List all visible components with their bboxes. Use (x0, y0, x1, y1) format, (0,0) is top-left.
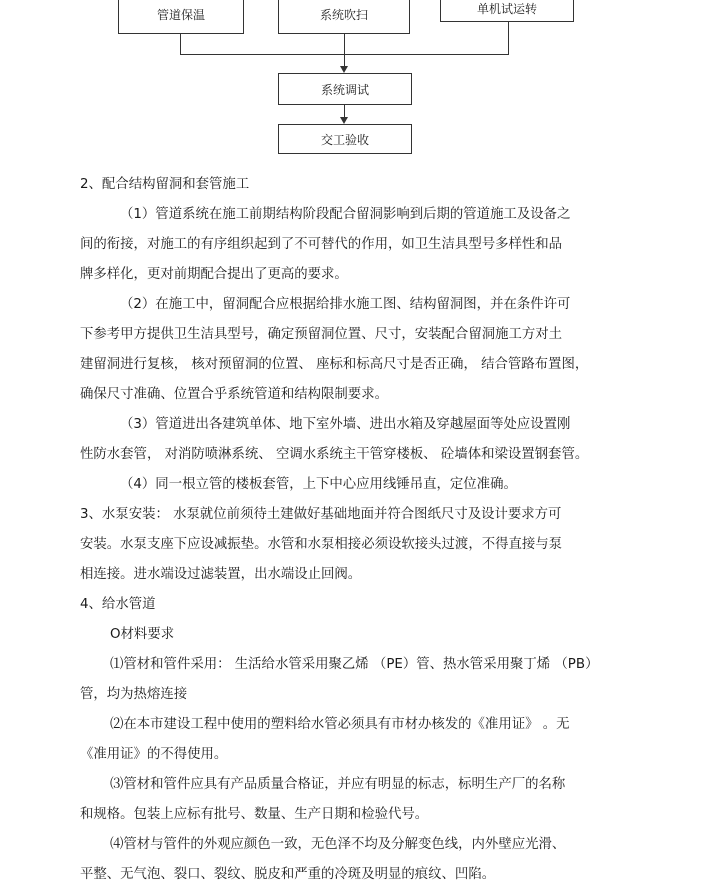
paragraph-line: 相连接。进水端设过滤装置，出水端设止回阀。 (80, 567, 362, 582)
paragraph-line: 下参考甲方提供卫生洁具型号，确定预留洞位置、尺寸，安装配合留洞施工方对土 (80, 327, 563, 342)
paragraph-line: 安装。水泵支座下应设减振垫。水管和水泵相接必须设软接头过渡，不得直接与泵 (80, 537, 563, 552)
connector (344, 105, 345, 117)
flow-box-handover-acceptance: 交工验收 (278, 124, 412, 154)
flow-box-system-flush: 系统吹扫 (278, 0, 410, 34)
flow-box-pipe-insulation: 管道保温 (118, 0, 244, 34)
paragraph-line: ⑴管材和管件采用： 生活给水管采用聚乙烯 （PE）管、热水管采用聚丁烯 （PB） (110, 657, 599, 672)
paragraph-line: （1）管道系统在施工前期结构阶段配合留洞影响到后期的管道施工及设备之 (120, 207, 571, 222)
connector (180, 34, 181, 54)
connector (344, 34, 345, 54)
document-body (80, 170, 640, 890)
paragraph-line: （2）在施工中，留洞配合应根据给排水施工图、结构留洞图，并在条件许可 (120, 297, 571, 312)
subheading: O材料要求 (110, 627, 175, 642)
paragraph-line: 牌多样化，更对前期配合提出了更高的要求。 (80, 267, 348, 282)
section-heading: 4、给水管道 (80, 597, 156, 612)
arrow-down-icon (340, 66, 348, 73)
section-heading: 2、配合结构留洞和套管施工 (80, 177, 250, 192)
paragraph-line: 性防水套管， 对消防喷淋系统、 空调水系统主干管穿楼板、 砼墙体和梁设置钢套管。 (80, 447, 589, 462)
paragraph-line: 管，均为热熔连接 (80, 687, 188, 702)
section-heading: 3、水泵安装： 水泵就位前须待土建做好基础地面并符合图纸尺寸及设计要求方可 (80, 507, 562, 522)
flowchart (0, 0, 715, 160)
arrow-down-icon (340, 117, 348, 124)
paragraph-line: ⑷管材与管件的外观应颜色一致，无色泽不均及分解变色线，内外壁应光滑、 (110, 837, 566, 852)
paragraph-line: 建留洞进行复核， 核对预留洞的位置、 座标和标高尺寸是否正确， 结合管路布置图， (80, 357, 589, 372)
paragraph-line: （3）管道进出各建筑单体、地下室外墙、进出水箱及穿越屋面等处应设置刚 (120, 417, 571, 432)
paragraph-line: 确保尺寸准确、位置合乎系统管道和结构限制要求。 (80, 387, 388, 402)
paragraph-line: 平整、无气泡、裂口、裂纹、脱皮和严重的冷斑及明显的痕纹、凹陷。 (80, 867, 496, 882)
connector (344, 54, 345, 66)
paragraph-line: （4）同一根立管的楼板套管，上下中心应用线锤吊直，定位准确。 (120, 477, 517, 492)
paragraph-line: ⑶管材和管件应具有产品质量合格证，并应有明显的标志，标明生产厂的名称 (110, 777, 566, 792)
connector (508, 22, 509, 54)
paragraph-line: 间的衔接，对施工的有序组织起到了不可替代的作用，如卫生洁具型号多样性和品 (80, 237, 563, 252)
flow-box-single-trial-run: 单机试运转 (440, 0, 574, 22)
paragraph-line: ⑵在本市建设工程中使用的塑料给水管必须具有市材办核发的《准用证》 。无 (110, 717, 570, 732)
paragraph-line: 《准用证》的不得使用。 (80, 747, 228, 762)
paragraph-line: 和规格。包装上应标有批号、数量、生产日期和检验代号。 (80, 807, 429, 822)
flow-box-system-debug: 系统调试 (278, 73, 412, 105)
